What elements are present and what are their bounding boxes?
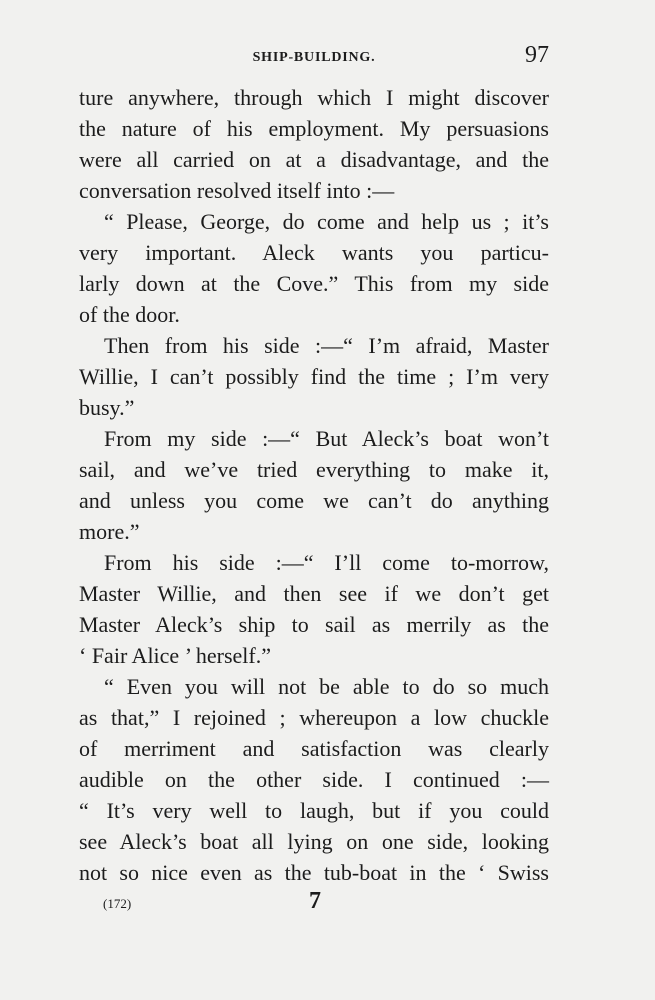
text-line: Then from his side :—“ I’m afraid, Master [104,333,549,358]
text-line: see Aleck’s boat all lying on one side, looking [79,829,549,854]
body-text [79,82,549,888]
text-line: larly down at the Cove.” This from my side [79,271,549,296]
text-line: were all carried on at a disadvantage, and the [79,147,549,172]
text-line: ture anywhere, through which I might discover [79,85,549,110]
text-line: “ Even you will not be able to do so much [104,674,549,699]
text-line: audible on the other side. I continued :— [79,767,549,792]
text-line: sail, and we’ve tried everything to make it, [79,457,549,482]
running-head [79,40,549,70]
text-line: busy.” [79,395,135,420]
text-line: ‘ Fair Alice ’ herself.” [79,643,272,668]
text-line: and unless you come we can’t do anything [79,488,549,513]
text-line: From his side :—“ I’ll come to-morrow, [104,550,549,575]
text-line: the nature of his employment. My persuasions [79,116,549,141]
text-line: of the door. [79,302,180,327]
page-number: 97 [525,42,549,68]
text-line: “ It’s very well to laugh, but if you could [79,798,549,823]
text-line: more.” [79,519,140,544]
text-line: as that,” I rejoined ; whereupon a low chuckle [79,705,549,730]
text-line: conversation resolved itself into :— [79,178,395,203]
text-line: From my side :—“ But Aleck’s boat won’t [104,426,549,451]
chapter-title: SHIP-BUILDING. [252,50,376,65]
text-line: “ Please, George, do come and help us ; it’s [104,209,549,234]
text-line: very important. Aleck wants you particu- [79,240,549,265]
text-line: Master Willie, and then see if we don’t get [79,581,549,606]
page-footer [79,888,549,918]
text-line: of merriment and satisfaction was clearly [79,736,549,761]
signature-code: (172) [103,896,132,911]
text-line: Willie, I can’t possibly find the time ; I’m very [79,364,549,389]
signature-number: 7 [309,888,321,914]
text-line: Master Aleck’s ship to sail as merrily as the [79,612,549,637]
text-line: not so nice even as the tub-boat in the ‘ Swiss [79,860,549,885]
